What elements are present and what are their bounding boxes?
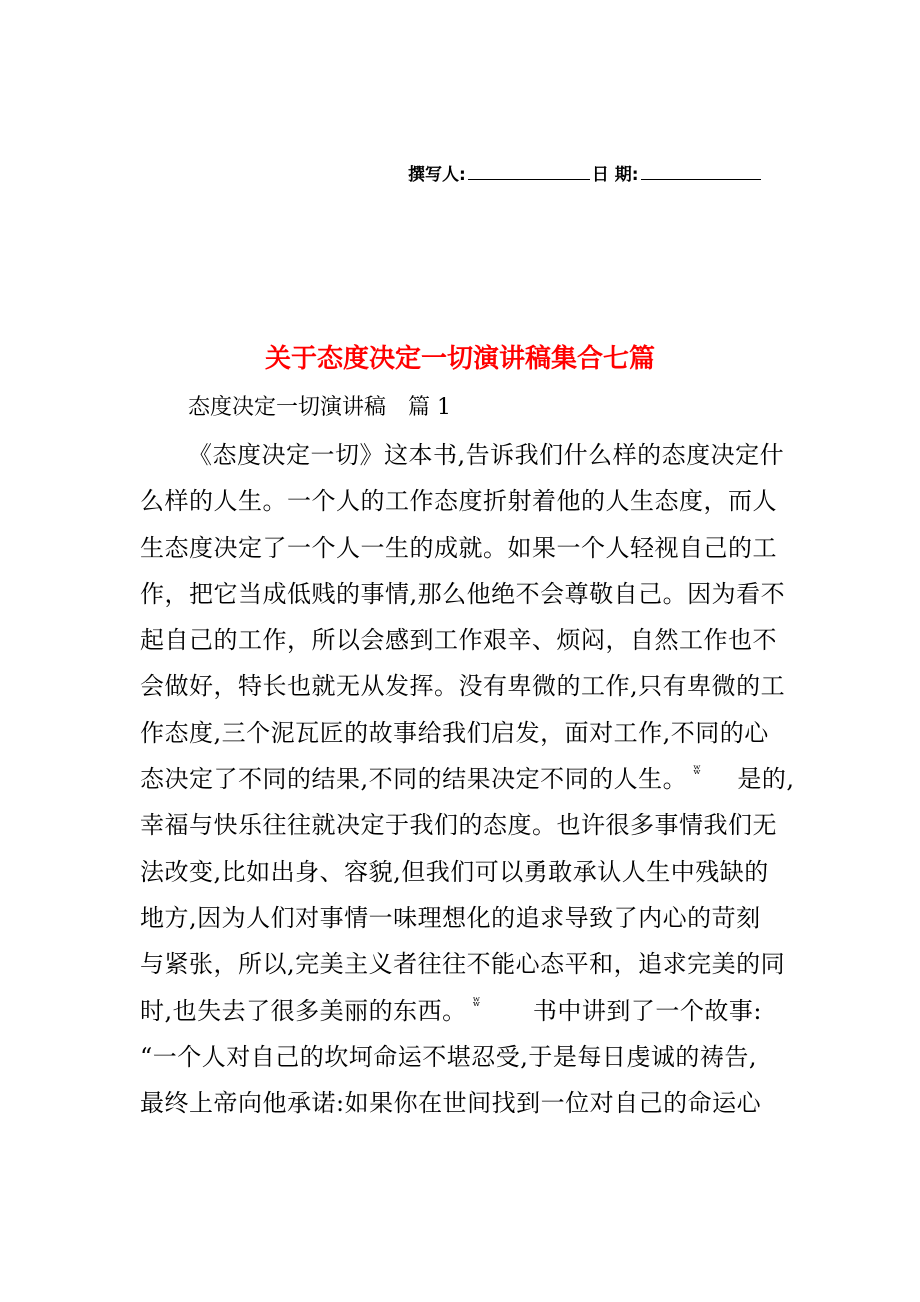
paragraph-mark-icon: ʬ [693, 763, 702, 779]
text-line [140, 756, 795, 802]
author-blank [468, 178, 590, 180]
document-title: 关于态度决定一切演讲稿集合七篇 [264, 344, 655, 374]
section-heading-part: 篇 1 [408, 395, 452, 420]
text-line: 《态度决定一切》这本书,告诉我们什么样的态度决定什 [188, 441, 785, 469]
text-line: 生态度决定了一个人一生的成就。如果一个人轻视自己的工 [140, 533, 777, 562]
text-segment: 书中讲到了一个故事: [532, 996, 763, 1025]
text-segment: 态决定了不同的结果,不同的结果决定不同的人生。 [140, 765, 688, 794]
text-line: 最终上帝向他承诺:如果你在世间找到一位对自己的命运心 [140, 1089, 762, 1118]
text-line: 地方,因为人们对事情一味理想化的追求导致了内心的苛刻 [140, 903, 761, 932]
date-blank [641, 178, 761, 180]
text-segment: 是的, [737, 765, 795, 794]
text-line: 法改变,比如出身、容貌,但我们可以勇敢承认人生中残缺的 [140, 857, 769, 886]
section-heading [188, 390, 451, 421]
author-date-header [408, 160, 763, 185]
body-paragraph [140, 432, 795, 1126]
text-line: 起自己的工作，所以会感到工作艰辛、烦闷，自然工作也不 [140, 626, 777, 655]
author-label: 撰写人: [408, 165, 466, 185]
text-line [140, 988, 785, 1034]
text-line: 幸福与快乐往往就决定于我们的态度。也许很多事情我们无 [140, 811, 777, 840]
date-label: 日 期: [591, 165, 639, 185]
paragraph-mark-icon: ʬ [472, 994, 481, 1010]
text-line: “一个人对自己的坎坷命运不堪忍受,于是每日虔诚的祷告, [140, 1042, 758, 1071]
text-line: 作态度,三个泥瓦匠的故事给我们启发，面对工作,不同的心 [140, 718, 769, 747]
text-line: 与紧张，所以,完美主义者往往不能心态平和，追求完美的同 [140, 950, 786, 979]
text-segment: 时,也失去了很多美丽的东西。 [140, 996, 467, 1025]
section-heading-name: 态度决定一切演讲稿 [188, 395, 387, 420]
text-line: 作，把它当成低贱的事情,那么他绝不会尊敬自己。因为看不 [140, 579, 786, 608]
text-line: 么样的人生。一个人的工作态度折射着他的人生态度，而人 [140, 487, 777, 516]
text-line: 会做好，特长也就无从发挥。没有卑微的工作,只有卑微的工 [140, 672, 786, 701]
